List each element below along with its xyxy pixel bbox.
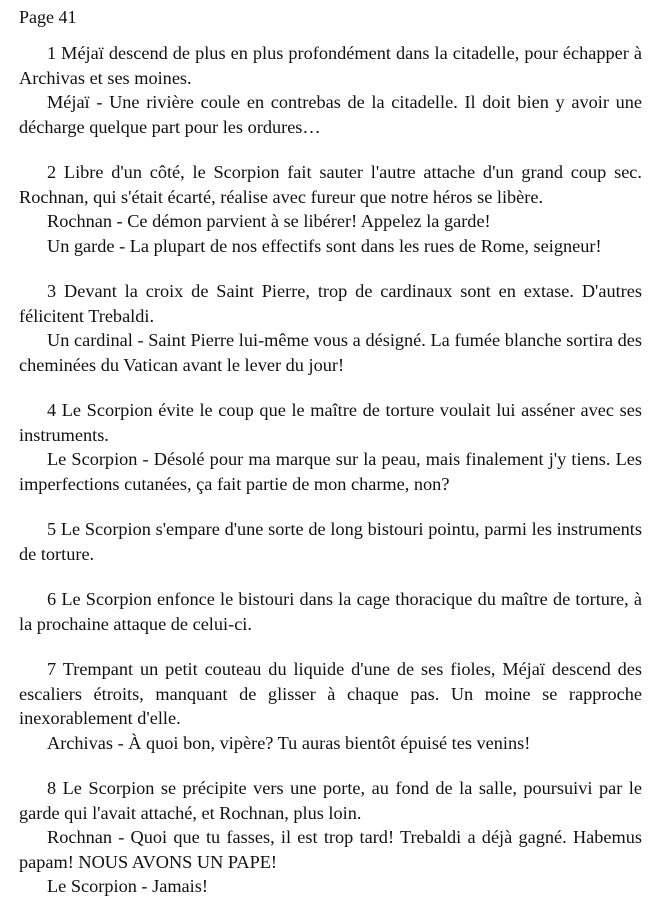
panel-8 (19, 776, 642, 899)
panel-6 (19, 587, 642, 636)
page-number: Page 41 (19, 7, 77, 27)
dialogue-line: Un garde - La plupart de nos effectifs sont dans les rues de Rome, seigneur! (47, 235, 602, 256)
panel-text: 4 Le Scorpion évite le coup que le maître de torture voulait lui asséner avec ses instruments. (19, 400, 642, 445)
dialogue-line: Rochnan - Ce démon parvient à se libérer! Appelez la garde! (47, 211, 491, 231)
panel-text: 5 Le Scorpion s'empare d'une sorte de long bistouri pointu, parmi les instruments de torture. (19, 519, 642, 564)
panel-text: 1 Méjaï descend de plus en plus profondément dans la citadelle, pour échapper à Archivas et ses moines. (19, 43, 642, 88)
dialogue-line: Un cardinal - Saint Pierre lui-même vous a désigné. La fumée blanche sortira des cheminées du Vatican avant le lever du jour! (19, 330, 642, 375)
panel-text: 7 Trempant un petit couteau du liquide d'une de ses fioles, Méjaï descend des escaliers étroits, manquant de glisser à chaque pas. Un moine se rapproche inexorablement d'elle. (19, 659, 642, 728)
panel-4 (19, 398, 642, 496)
dialogue-line: Le Scorpion - Jamais! (47, 876, 208, 896)
panel-7 (19, 657, 642, 755)
dialogue-line: Méjaï - Une rivière coule en contrebas de la citadelle. Il doit bien y avoir une décharge quelque part pour les ordures… (19, 92, 642, 137)
panel-text: 2 Libre d'un côté, le Scorpion fait sauter l'autre attache d'un grand coup sec. Rochnan, qui s'était écarté, réalise avec fureur que notre héros se libère. (19, 162, 642, 207)
panel-2 (19, 160, 642, 258)
panel-1 (19, 41, 642, 139)
panel-text: 8 Le Scorpion se précipite vers une porte, au fond de la salle, poursuivi par le garde qui l'avait attaché, et Rochnan, plus loin. (19, 778, 642, 823)
dialogue-line: Archivas - À quoi bon, vipère? Tu auras bientôt épuisé tes venins! (47, 732, 531, 753)
panel-text: 6 Le Scorpion enfonce le bistouri dans la cage thoracique du maître de torture, à la prochaine attaque de celui-ci. (19, 589, 642, 634)
dialogue-line: Le Scorpion - Désolé pour ma marque sur la peau, mais finalement j'y tiens. Les imperfections cutanées, ça fait partie de mon charme, non? (19, 449, 642, 494)
panel-3 (19, 279, 642, 377)
panel-text: 3 Devant la croix de Saint Pierre, trop de cardinaux sont en extase. D'autres félicitent Trebaldi. (19, 281, 642, 326)
dialogue-line: Rochnan - Quoi que tu fasses, il est trop tard! Trebaldi a déjà gagné. Habemus papam! NOUS AVONS UN PAPE! (19, 827, 642, 872)
panel-5 (19, 517, 642, 566)
